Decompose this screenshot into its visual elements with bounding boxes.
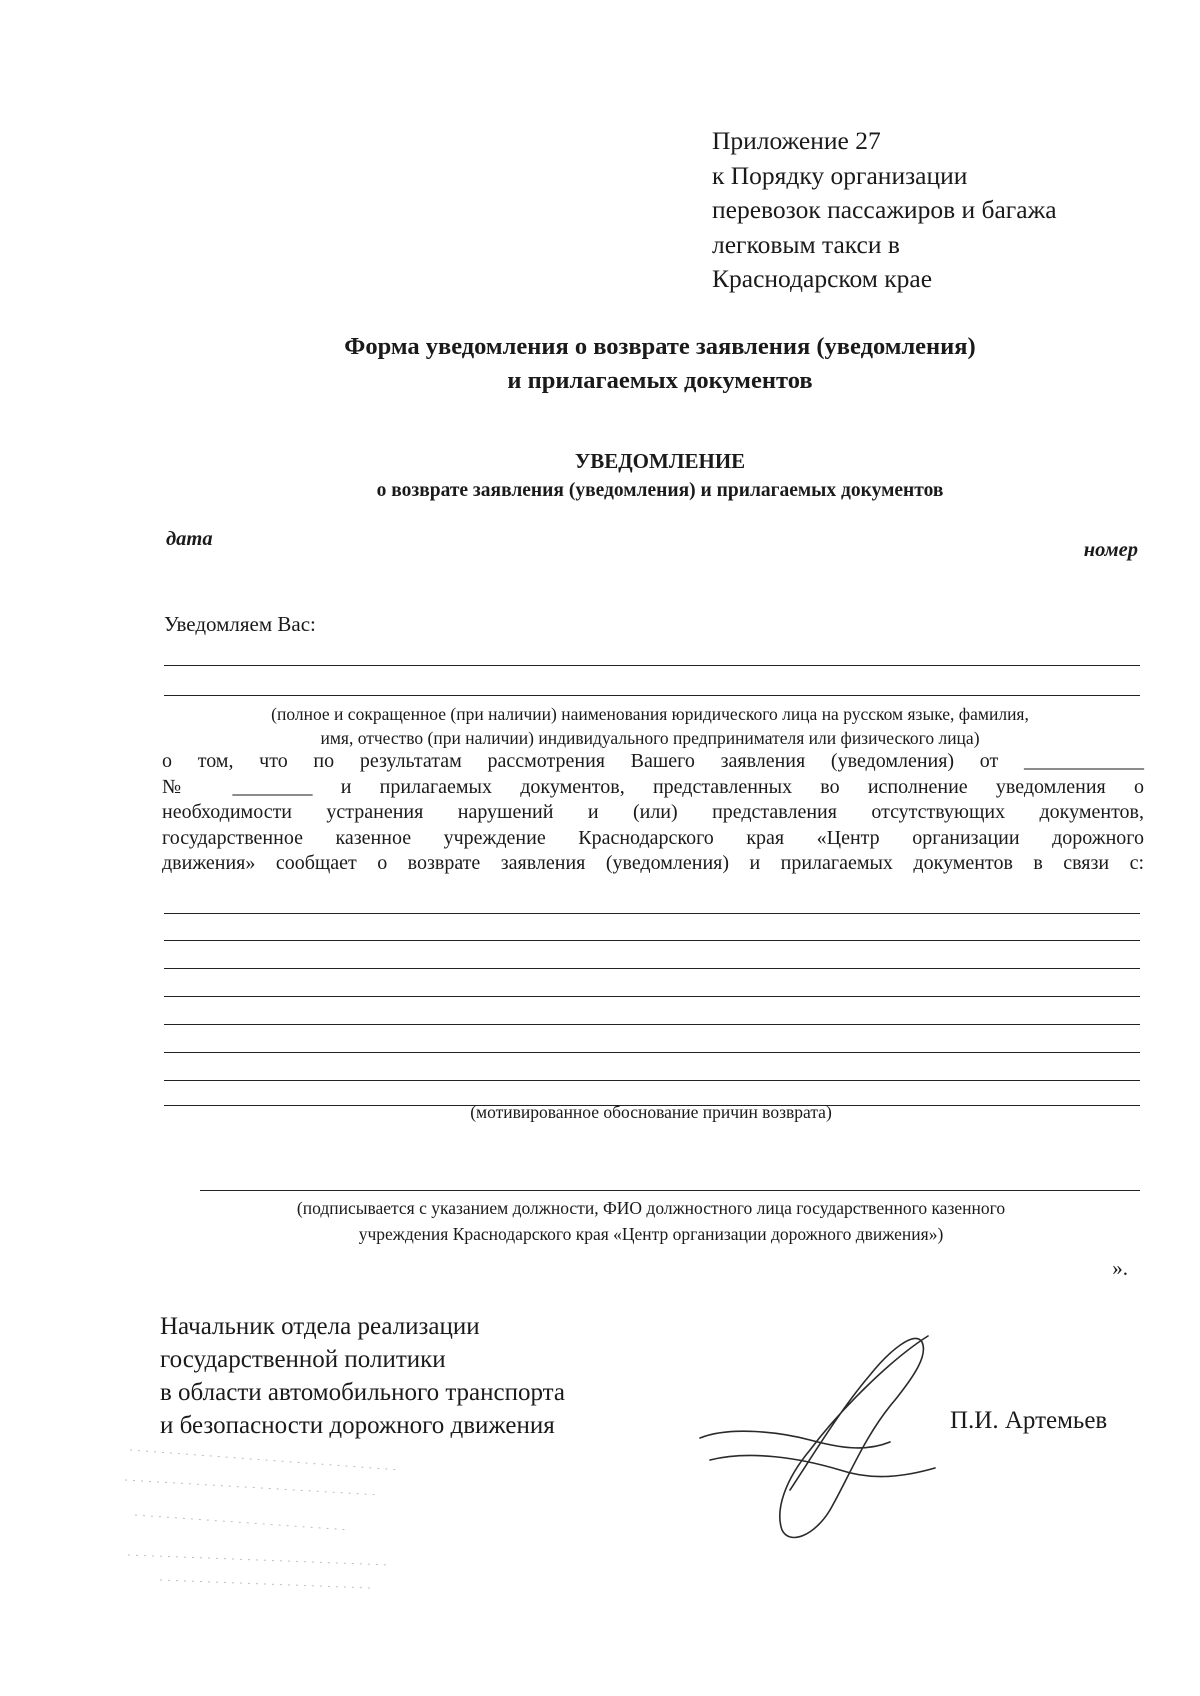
appendix-line: Краснодарском крае [712,264,933,293]
body-line: необходимости устранения нарушений и (или) представления отсутствующих документов, [162,801,1144,823]
signer-position-line: государственной политики [160,1346,446,1373]
reason-line [164,913,1140,914]
date-label: дата [166,528,213,550]
number-label: номер [1083,539,1138,561]
body-line: движения» сообщает о возврате заявления (уведомления) и прилагаемых документов в связи с: [162,852,1144,874]
reason-line [164,1052,1140,1053]
reason-caption: (мотивированное обоснование причин возврата) [470,1102,832,1122]
signer-position [160,1310,565,1442]
appendix-line: к Порядку организации [712,160,968,190]
notice-heading: УВЕДОМЛЕНИЕ [574,449,746,473]
reason-line [164,940,1140,941]
addressee-line [164,695,1140,696]
reason-line [164,1024,1140,1025]
caption-line: (подписывается с указанием должности, ФИО должностного лица государственного казенного [296,1198,1006,1218]
form-title-line: и прилагаемых документов [507,367,813,394]
signature-caption [160,1195,1142,1247]
scan-artifact [120,1440,420,1590]
official-signature-line [200,1190,1140,1191]
signer-name: П.И. Артемьев [950,1407,1108,1434]
signer-position-line: в области автомобильного транспорта [160,1379,566,1406]
appendix-reference [712,124,1057,297]
reason-line [164,996,1140,997]
caption-line: учреждения Краснодарского края «Центр организации дорожного движения») [358,1224,944,1244]
appendix-line: перевозок пассажиров и багажа [712,195,1057,224]
notice-subheading: о возврате заявления (уведомления) и прилагаемых документов [376,480,944,501]
handwritten-signature [690,1330,950,1550]
form-title-line: Форма уведомления о возврате заявления (уведомления) [344,333,976,360]
signer-position-line: и безопасности дорожного движения [160,1412,555,1439]
body-line: № ________ и прилагаемых документов, представленных во исполнение уведомления о [162,775,1144,798]
signer-position-line: Начальник отдела реализации [160,1313,480,1340]
reason-line [164,1080,1140,1081]
body-line: государственное казенное учреждение Краснодарского края «Центр организации дорожного [162,826,1144,849]
body-line: о том, что по результатам рассмотрения Вашего заявления (уведомления) от ____________ [162,750,1144,772]
closing-quote: ». [1112,1256,1128,1280]
caption-line: имя, отчество (при наличии) индивидуального предпринимателя или физического лица) [320,728,980,748]
notice-body [162,749,1144,877]
caption-line: (полное и сокращенное (при наличии) наименования юридического лица на русском языке, фамилия, [271,704,1029,724]
addressee-line [164,665,1140,666]
appendix-line: Приложение 27 [712,126,881,155]
addressee-caption [160,702,1140,750]
greeting: Уведомляем Вас: [164,612,316,636]
form-title [0,330,1200,398]
reason-line [164,968,1140,969]
appendix-line: легковым такси в [712,229,900,259]
